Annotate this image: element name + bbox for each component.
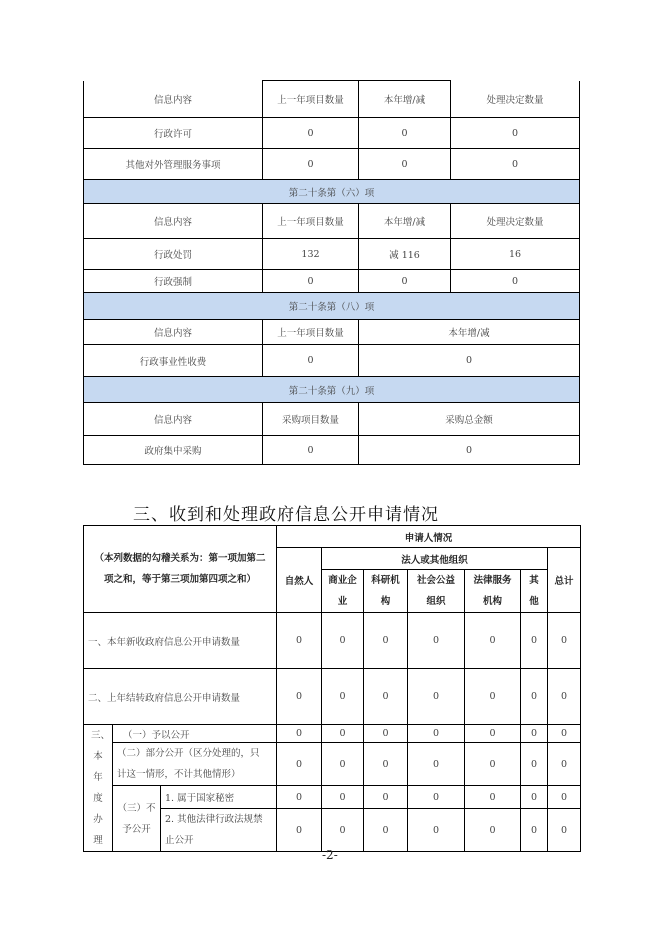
cell-value: 0	[263, 436, 359, 465]
org-type-header: 其他	[521, 570, 548, 613]
row-subgroup-label: （三）不予公开	[113, 786, 161, 852]
table-row	[84, 786, 581, 809]
row-label: 其他对外管理服务事项	[84, 149, 263, 180]
section-band-row	[84, 180, 580, 204]
cell-value: 0	[521, 669, 548, 725]
row-label: （一）予以公开	[113, 725, 277, 743]
cell-value: 0	[364, 613, 408, 669]
cell-value: 0	[548, 613, 581, 669]
section-band: 第二十条第（九）项	[84, 377, 580, 403]
row-label: 行政处罚	[84, 239, 263, 270]
cell-value: 0	[359, 345, 580, 377]
header-cell: 信息内容	[84, 320, 263, 345]
org-type-header: 社会公益组织	[408, 570, 465, 613]
cell-value: 0	[263, 345, 359, 377]
cell-value: 0	[322, 743, 364, 786]
header-cell: 处理决定数量	[451, 81, 580, 118]
natural-person-header: 自然人	[277, 548, 322, 613]
page-number: -2-	[322, 848, 338, 862]
header-cell: 本年增/减	[359, 204, 451, 239]
table-header-row	[84, 403, 580, 436]
table-row	[84, 149, 580, 180]
header-cell: 信息内容	[84, 81, 263, 118]
cell-value: 132	[263, 239, 359, 270]
row-label: 2. 其他法律行政法规禁止公开	[161, 809, 277, 852]
table-header-row	[84, 81, 580, 118]
header-cell: 上一年项目数量	[263, 320, 359, 345]
row-label: （二）部分公开（区分处理的，只计这一情形，不计其他情形）	[113, 743, 277, 786]
org-type-header: 科研机构	[364, 570, 408, 613]
cell-value: 0	[359, 270, 451, 293]
header-cell: 信息内容	[84, 204, 263, 239]
table-row	[84, 613, 581, 669]
row-label: 行政许可	[84, 118, 263, 149]
header-cell: 采购总金额	[359, 403, 580, 436]
cell-value: 0	[548, 669, 581, 725]
cell-value: 0	[465, 613, 521, 669]
cell-value: 0	[465, 786, 521, 809]
cell-value: 16	[451, 239, 580, 270]
cell-value: 0	[521, 613, 548, 669]
cell-value: 0	[548, 743, 581, 786]
row-label: 行政事业性收费	[84, 345, 263, 377]
cell-value: 0	[465, 669, 521, 725]
cell-value: 0	[322, 725, 364, 743]
table-header-row	[84, 204, 580, 239]
cell-value: 0	[277, 743, 322, 786]
cell-value: 0	[263, 149, 359, 180]
table-row	[84, 436, 580, 465]
org-type-header: 法律服务机构	[465, 570, 521, 613]
header-cell: 采购项目数量	[263, 403, 359, 436]
cell-value: 0	[359, 149, 451, 180]
cell-value: 0	[364, 669, 408, 725]
cell-value: 0	[408, 669, 465, 725]
cell-value: 0	[408, 613, 465, 669]
cell-value: 0	[521, 809, 548, 852]
cell-value: 0	[322, 669, 364, 725]
cell-value: 0	[465, 725, 521, 743]
cell-value: 0	[263, 118, 359, 149]
cell-value: 0	[451, 118, 580, 149]
cell-value: 0	[364, 786, 408, 809]
cell-value: 0	[521, 725, 548, 743]
cell-value: 0	[359, 118, 451, 149]
cell-value: 0	[548, 786, 581, 809]
cell-value: 0	[364, 725, 408, 743]
cell-value: 0	[277, 613, 322, 669]
cell-value: 0	[408, 725, 465, 743]
header-cell: 处理决定数量	[451, 204, 580, 239]
table-row	[84, 345, 580, 377]
cell-value: 0	[521, 786, 548, 809]
cell-value: 0	[364, 809, 408, 852]
header-cell: 本年增/减	[359, 320, 580, 345]
cell-value: 0	[465, 743, 521, 786]
cell-value: 0	[465, 809, 521, 852]
table-row	[84, 118, 580, 149]
table-row	[84, 270, 580, 293]
cell-value: 0	[322, 809, 364, 852]
cell-value: 0	[548, 725, 581, 743]
cell-value: 0	[277, 725, 322, 743]
cell-value: 0	[359, 436, 580, 465]
cell-value: 0	[521, 743, 548, 786]
cell-value: 0	[277, 809, 322, 852]
section-band-row	[84, 377, 580, 403]
row-label: 一、本年新收政府信息公开申请数量	[84, 613, 277, 669]
cell-value: 0	[322, 786, 364, 809]
header-cell: 信息内容	[84, 403, 263, 436]
corner-note: （本列数据的勾稽关系为：第一项加第二项之和，等于第三项加第四项之和）	[84, 526, 277, 613]
section-band: 第二十条第（六）项	[84, 180, 580, 204]
row-label: 行政强制	[84, 270, 263, 293]
row-label: 二、上年结转政府信息公开申请数量	[84, 669, 277, 725]
table-row	[84, 239, 580, 270]
legal-org-header: 法人或其他组织	[322, 548, 548, 570]
header-cell: 上一年项目数量	[263, 204, 359, 239]
cell-value: 0	[451, 270, 580, 293]
total-header: 总计	[548, 548, 581, 613]
table-header-row	[84, 320, 580, 345]
row-group-label: 三、本年度办理	[84, 725, 113, 852]
header-cell: 上一年项目数量	[263, 81, 359, 118]
row-label: 政府集中采购	[84, 436, 263, 465]
cell-value: 减 116	[359, 239, 451, 270]
section-band: 第二十条第（八）项	[84, 293, 580, 320]
cell-value: 0	[408, 743, 465, 786]
cell-value: 0	[451, 149, 580, 180]
cell-value: 0	[322, 613, 364, 669]
application-stats-table	[83, 525, 581, 852]
cell-value: 0	[408, 809, 465, 852]
cell-value: 0	[277, 786, 322, 809]
table-row	[84, 743, 581, 786]
section-title: 三、收到和处理政府信息公开申请情况	[133, 505, 439, 525]
table-row	[84, 669, 581, 725]
header-cell: 本年增/减	[359, 81, 451, 118]
cell-value: 0	[277, 669, 322, 725]
table-header-row	[84, 526, 581, 548]
table-row	[84, 725, 581, 743]
org-type-header: 商业企业	[322, 570, 364, 613]
row-label: 1. 属于国家秘密	[161, 786, 277, 809]
disclosure-table-article20	[83, 80, 580, 465]
section-band-row	[84, 293, 580, 320]
cell-value: 0	[263, 270, 359, 293]
applicant-header: 申请人情况	[277, 526, 581, 548]
cell-value: 0	[408, 786, 465, 809]
cell-value: 0	[364, 743, 408, 786]
cell-value: 0	[548, 809, 581, 852]
